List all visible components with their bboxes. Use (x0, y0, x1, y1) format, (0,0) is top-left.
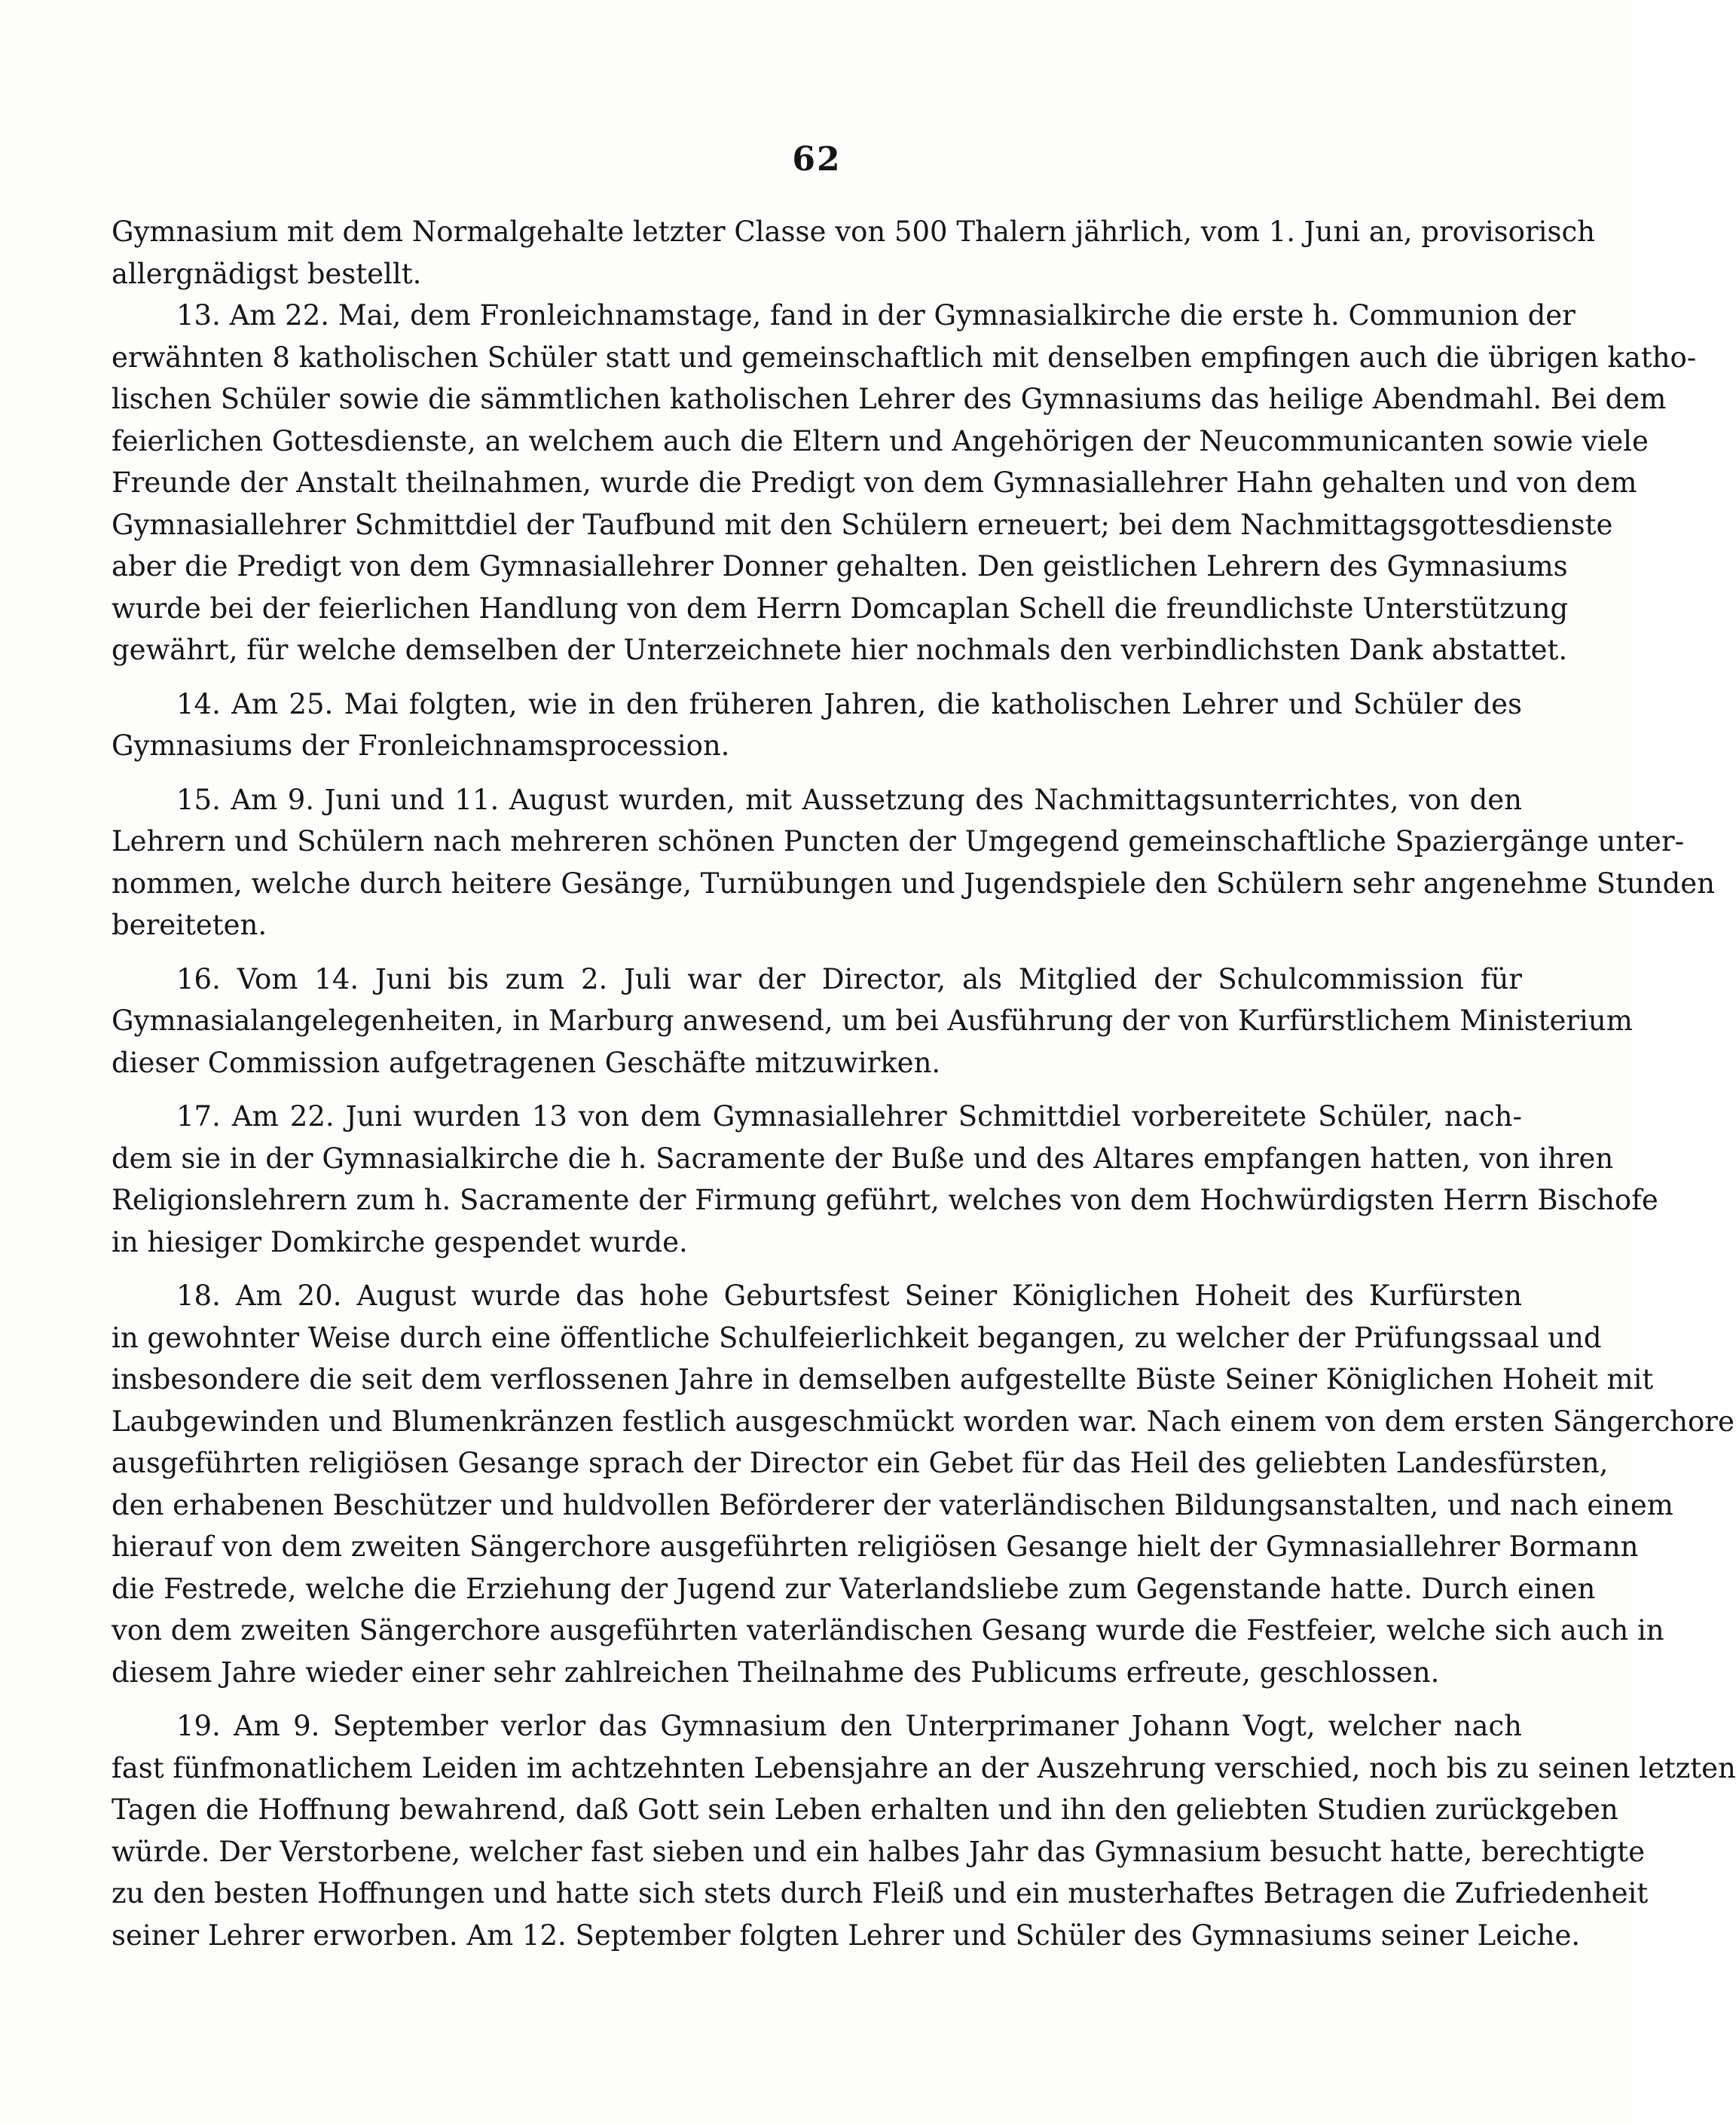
paragraph-gap (112, 1263, 1522, 1275)
text-line: Lehrern und Schülern nach mehreren schönen Puncten der Umgegend gemeinschaftliche Spaziergänge unter- (112, 825, 1685, 858)
text-line: allergnädigst bestellt. (112, 257, 422, 290)
text-line: 17. Am 22. Juni wurden 13 von dem Gymnasiallehrer Schmittdiel vorbereitete Schüler, nach- (176, 1100, 1522, 1133)
text-line: Gymnasialangelegenheiten, in Marburg anwesend, um bei Ausführung der von Kurfürstlichem Ministerium (112, 1004, 1633, 1037)
text-line: nommen, welche durch heitere Gesänge, Turnübungen und Jugendspiele den Schülern sehr angenehme Stunden (112, 867, 1716, 900)
text-line: lischen Schüler sowie die sämmtlichen katholischen Lehrer des Gymnasiums das heilige Abendmahl. Bei dem (112, 383, 1667, 415)
text-line: 14. Am 25. Mai folgten, wie in den früheren Jahren, die katholischen Lehrer und Schüler des (176, 687, 1522, 720)
text-line: von dem zweiten Sängerchore ausgeführten vaterländischen Gesang wurde die Festfeier, welche sich auch in (112, 1614, 1664, 1646)
text-line: Gymnasiallehrer Schmittdiel der Taufbund mit den Schülern erneuert; bei dem Nachmittagsgottesdienste (112, 508, 1613, 541)
text-line: fast fünfmonatlichem Leiden im achtzehnten Lebensjahre an der Auszehrung verschied, noch bis zu seinen letzten (112, 1751, 1736, 1784)
paragraph-gap (112, 1693, 1522, 1705)
text-line: in hiesiger Domkirche gespendet wurde. (112, 1225, 688, 1258)
text-line: 18. Am 20. August wurde das hohe Geburtsfest Seiner Königlichen Hoheit des Kurfürsten (176, 1280, 1522, 1312)
text-line: feierlichen Gottesdienste, an welchem auch die Eltern und Angehörigen der Neucommunicanten sowie viele (112, 424, 1649, 457)
text-line: seiner Lehrer erworben. Am 12. September folgten Lehrer und Schüler des Gymnasiums seiner Leiche. (112, 1919, 1581, 1952)
text-line: Freunde der Anstalt theilnahmen, wurde die Predigt von dem Gymnasiallehrer Hahn gehalten und von dem (112, 466, 1637, 499)
text-line: aber die Predigt von dem Gymnasiallehrer Donner gehalten. Den geistlichen Lehrern des Gymnasiums (112, 550, 1568, 582)
text-line: dem sie in der Gymnasialkirche die h. Sacramente der Buße und des Altares empfangen hatten, von ihren (112, 1142, 1614, 1175)
paragraph-gap (112, 946, 1522, 959)
text-line: 19. Am 9. September verlor das Gymnasium den Unterprimaner Johann Vogt, welcher nach (176, 1710, 1522, 1742)
text-line: den erhabenen Beschützer und huldvollen Beförderer der vaterländischen Bildungsanstalten, und nach einem (112, 1488, 1673, 1521)
text-line: ausgeführten religiösen Gesange sprach der Director ein Gebet für das Heil des geliebten Landesfürsten, (112, 1447, 1609, 1479)
page-number: 62 (792, 140, 842, 179)
text-line: erwähnten 8 katholischen Schüler statt und gemeinschaftlich mit denselben empfingen auch die übrigen katho- (112, 341, 1697, 374)
text-line: würde. Der Verstorbene, welcher fast sieben und ein halbes Jahr das Gymnasium besucht hatte, berechtigte (112, 1835, 1645, 1868)
text-line: 15. Am 9. Juni und 11. August wurden, mit Aussetzung des Nachmittagsunterrichtes, von den (176, 783, 1522, 816)
text-line: Tagen die Hoffnung bewahrend, daß Gott sein Leben erhalten und ihn den geliebten Studien zurückgeben (112, 1793, 1618, 1826)
text-line: wurde bei der feierlichen Handlung von dem Herrn Domcaplan Schell die freundlichste Unterstützung (112, 592, 1569, 625)
text-line: zu den besten Hoffnungen und hatte sich stets durch Fleiß und ein musterhaftes Betragen die Zufriedenheit (112, 1877, 1649, 1909)
body-text (112, 211, 1736, 1956)
text-line: bereiteten. (112, 909, 267, 941)
paragraph-gap (112, 1084, 1522, 1096)
text-line: 13. Am 22. Mai, dem Fronleichnamstage, fand in der Gymnasialkirche die erste h. Communion der (176, 299, 1576, 332)
paragraph-gap (112, 671, 1522, 683)
text-line: Gymnasiums der Fronleichnamsprocession. (112, 729, 730, 762)
text-line: hierauf von dem zweiten Sängerchore ausgeführten religiösen Gesange hielt der Gymnasiallehrer Bormann (112, 1530, 1639, 1563)
text-line: insbesondere die seit dem verflossenen Jahre in demselben aufgestellte Büste Seiner Königlichen Hoheit mit (112, 1363, 1654, 1396)
text-line: gewährt, für welche demselben der Unterzeichnete hier nochmals den verbindlichsten Dank abstattet. (112, 634, 1568, 666)
paragraph-gap (112, 767, 1522, 779)
text-line: in gewohnter Weise durch eine öffentliche Schulfeierlichkeit begangen, zu welcher der Prüfungssaal und (112, 1321, 1602, 1354)
text-line: diesem Jahre wieder einer sehr zahlreichen Theilnahme des Publicums erfreute, geschlossen. (112, 1656, 1440, 1689)
text-line: Religionslehrern zum h. Sacramente der Firmung geführt, welches von dem Hochwürdigsten Herrn Bischofe (112, 1184, 1658, 1216)
text-line: 16. Vom 14. Juni bis zum 2. Juli war der Director, als Mitglied der Schulcommission für (176, 962, 1522, 995)
text-line: dieser Commission aufgetragenen Geschäfte mitzuwirken. (112, 1046, 941, 1079)
text-line: die Festrede, welche die Erziehung der Jugend zur Vaterlandsliebe zum Gegenstande hatte. Durch einen (112, 1572, 1596, 1605)
text-line: Laubgewinden und Blumenkränzen festlich ausgeschmückt worden war. Nach einem von dem ersten Sängerchore (112, 1405, 1734, 1438)
text-line: Gymnasium mit dem Normalgehalte letzter Classe von 500 Thalern jährlich, vom 1. Juni an, provisorisch (112, 216, 1596, 248)
